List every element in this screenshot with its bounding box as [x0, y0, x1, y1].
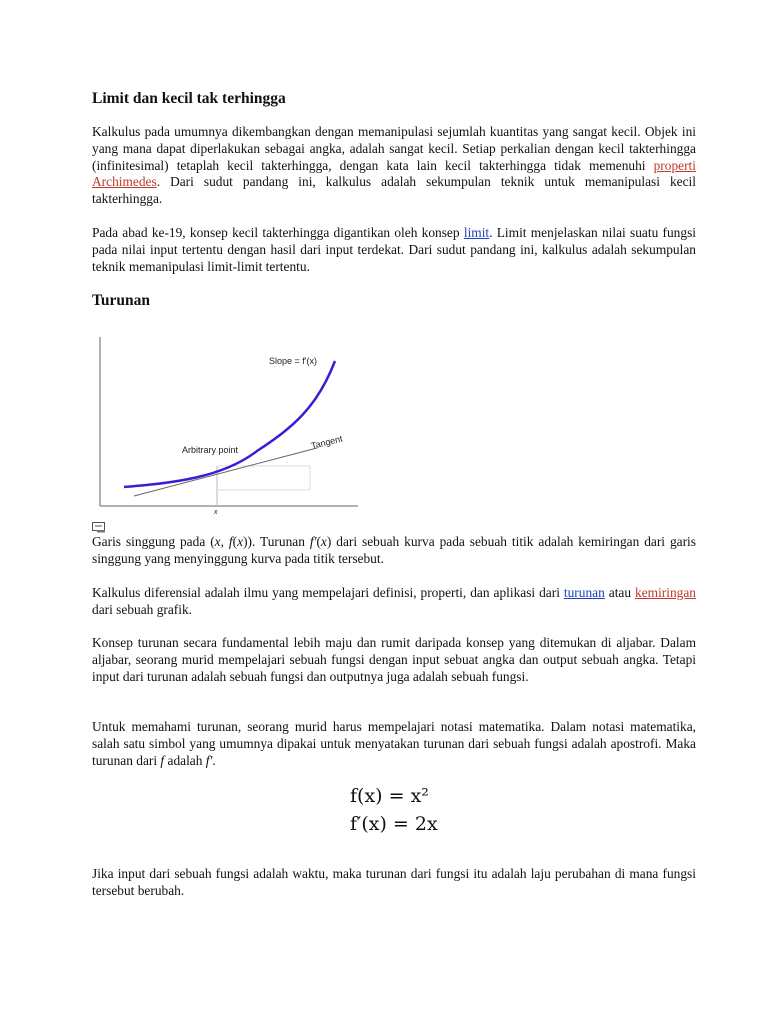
tangent-figure	[92, 333, 362, 518]
link-kemiringan[interactable]: kemiringan	[635, 585, 696, 600]
math-display	[350, 782, 438, 838]
text-run: x	[237, 534, 244, 549]
math-line-fx: f(x) = x²	[350, 785, 429, 807]
text-run: f'	[205, 752, 213, 768]
image-placeholder-icon	[92, 522, 106, 533]
paragraph-waktu: Jika input dari sebuah fungsi adalah waktu, maka turunan dari fungsi itu adalah laju perubahan di mana fungsi tersebut berubah.	[92, 866, 696, 898]
text-run: (	[316, 534, 321, 549]
text-run: Kalkulus pada umumnya dikembangkan dengan memanipulasi sejumlah kuantitas yang sangat kecil. Objek ini yang mana dapat diperlakukan sebagai angka, adalah sangat kecil. Setiap perkalian dengan kecil takterhingga (infinitesimal) tetaplah kecil takterhingga, dengan kata lain kecil takterhingga tidak memenuhi	[92, 124, 696, 173]
text-run: (	[232, 534, 238, 549]
text-run: x	[320, 534, 327, 549]
text-run: x	[214, 534, 221, 549]
curve	[124, 361, 335, 487]
tangent-label: Tangent	[310, 433, 344, 451]
text-run: f	[228, 534, 233, 549]
paragraph-notasi	[92, 719, 696, 769]
text-run: Pada abad ke-19, konsep kecil takterhingga digantikan oleh konsep	[92, 225, 464, 240]
text-run: ,	[220, 534, 229, 549]
text-run: Garis singgung pada (	[92, 534, 215, 549]
math-line-fpx: f′(x) = 2x	[350, 813, 438, 835]
text-run: .	[212, 752, 216, 768]
text-run: . Dari sudut pandang ini, kalkulus adalah sekumpulan teknik untuk memanipulasi kecil takterhingga.	[92, 174, 696, 207]
text-run: ) dari sebuah kurva pada sebuah titik adalah kemiringan dari garis singgung yang menyinggung kurva pada titik tersebut.	[92, 534, 696, 566]
paragraph-diferensial	[92, 585, 696, 619]
paragraph-konsep-turunan: Konsep turunan secara fundamental lebih maju dan rumit daripada konsep yang ditemukan di aljabar. Dalam aljabar, seorang murid mempelajari sebuah fungsi dengan input sebuat angka dan output sebuah angka. Tetapi input dari turunan adalah sebuah fungsi dan outputnya juga adalah sebuah fungsi.	[92, 635, 696, 684]
text-run: adalah	[164, 752, 206, 768]
text-run: f	[160, 752, 165, 768]
text-run: dari sebuah grafik.	[92, 601, 193, 617]
figure-caption	[92, 534, 696, 568]
x-axis-label: x	[214, 509, 218, 516]
heading-turunan: Turunan	[92, 292, 151, 309]
link-properti-archimedes[interactable]: properti Archimedes	[92, 157, 696, 190]
paragraph-limit	[92, 225, 696, 275]
slope-label: Slope = f'(x)	[269, 356, 317, 366]
link-limit[interactable]: limit	[463, 225, 490, 240]
text-run: Untuk memahami turunan, seorang murid harus mempelajari notasi matematika. Dalam notasi matematika, salah satu simbol yang umumnya dipakai untuk menyatakan turunan dari sebuah fungsi adalah apostrofi. Maka turunan dari	[92, 719, 696, 768]
paragraph-infinitesimal	[92, 124, 696, 208]
point-label: Arbitrary point	[182, 445, 239, 455]
heading-limit: Limit dan kecil tak terhingga	[92, 90, 286, 107]
text-run: f'	[309, 534, 317, 549]
tangent-line	[134, 448, 317, 496]
text-run: )). Turunan	[243, 534, 310, 549]
text-run: Kalkulus diferensial adalah ilmu yang mempelajari definisi, properti, dan aplikasi dari	[92, 585, 564, 600]
text-run: . Limit menjelaskan nilai suatu fungsi pada nilai input tertentu dengan hasil dari input terdekat. Dari sudut pandang ini, kalkulus adalah sekumpulan teknik memanipulasi limit-limit tertentu.	[92, 225, 696, 274]
text-run: atau	[604, 585, 636, 600]
link-turunan[interactable]: turunan	[563, 585, 605, 600]
